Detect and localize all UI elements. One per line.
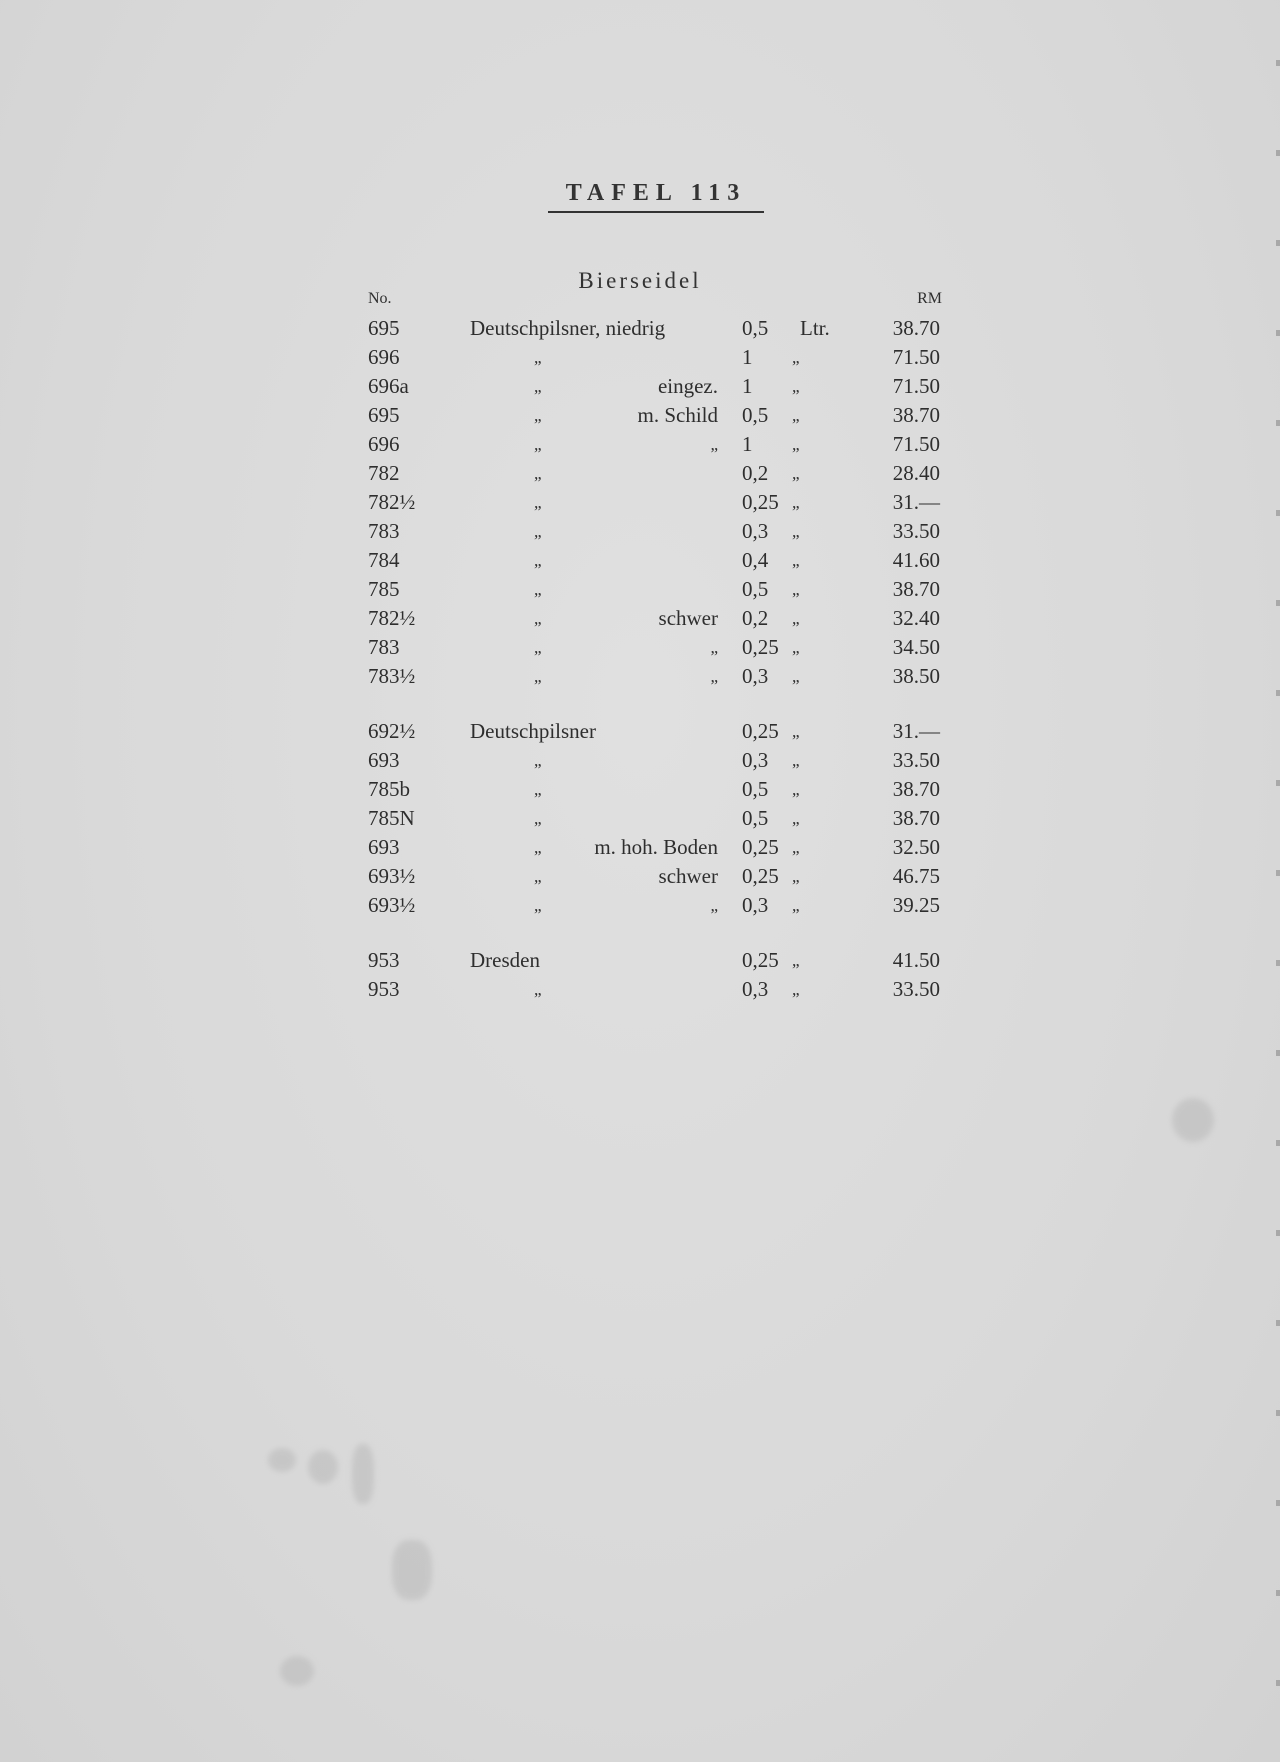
item-number: 692½ <box>368 719 416 743</box>
table-row <box>368 488 948 517</box>
header-no: No. <box>368 290 392 307</box>
ditto-mark: „ <box>534 522 542 541</box>
item-unit: „ <box>792 580 800 599</box>
page-edge <box>1276 0 1280 1762</box>
header-price: RM <box>917 290 942 307</box>
price-table <box>368 290 948 1004</box>
item-volume: 0,3 <box>742 977 769 1001</box>
item-volume: 0,3 <box>742 519 769 543</box>
table-row <box>368 975 948 1004</box>
ditto-mark: „ <box>534 867 542 886</box>
item-price: 39.25 <box>892 893 940 917</box>
item-name: Dresden <box>470 948 540 972</box>
item-unit: „ <box>792 609 800 628</box>
table-row <box>368 401 948 430</box>
item-unit: „ <box>792 980 800 999</box>
item-number: 696 <box>368 432 400 456</box>
item-volume: 0,25 <box>742 490 779 514</box>
item-unit: „ <box>792 493 800 512</box>
table-row <box>368 804 948 833</box>
item-number: 693 <box>368 748 400 772</box>
table-row <box>368 372 948 401</box>
item-price: 38.70 <box>892 403 940 427</box>
item-number: 953 <box>368 977 400 1001</box>
item-number: 785b <box>368 777 410 801</box>
item-price: 31.— <box>892 719 940 743</box>
item-number: 785 <box>368 577 400 601</box>
table-row <box>368 633 948 662</box>
item-price: 38.70 <box>892 577 940 601</box>
item-unit: „ <box>792 867 800 886</box>
item-volume: 0,3 <box>742 664 769 688</box>
item-volume: 0,2 <box>742 461 769 485</box>
item-unit: „ <box>792 951 800 970</box>
item-variant: „ <box>710 435 718 454</box>
item-number: 784 <box>368 548 400 572</box>
item-volume: 0,2 <box>742 606 769 630</box>
item-number: 693 <box>368 835 400 859</box>
item-number: 782 <box>368 461 400 485</box>
table-body <box>368 314 948 1004</box>
group-spacer <box>368 691 948 717</box>
stain <box>392 1540 432 1600</box>
item-price: 33.50 <box>892 977 940 1001</box>
ditto-mark: „ <box>534 377 542 396</box>
item-volume: 0,25 <box>742 719 779 743</box>
item-unit: „ <box>792 551 800 570</box>
item-number: 693½ <box>368 864 416 888</box>
item-unit: „ <box>792 751 800 770</box>
stain <box>308 1450 338 1484</box>
table-row <box>368 604 948 633</box>
item-number: 782½ <box>368 490 416 514</box>
item-volume: 0,3 <box>742 748 769 772</box>
table-row <box>368 775 948 804</box>
item-name: Deutschpilsner, niedrig <box>470 316 666 340</box>
item-volume: 1 <box>742 345 753 369</box>
stain <box>1172 1098 1214 1142</box>
item-variant: eingez. <box>657 374 718 398</box>
item-price: 41.50 <box>892 948 940 972</box>
item-unit: „ <box>792 522 800 541</box>
item-number: 782½ <box>368 606 416 630</box>
stain <box>268 1448 296 1472</box>
group-spacer <box>368 920 948 946</box>
item-volume: 0,5 <box>742 777 769 801</box>
item-number: 693½ <box>368 893 416 917</box>
table-row <box>368 314 948 343</box>
item-price: 31.— <box>892 490 940 514</box>
item-variant: m. hoh. Boden <box>594 835 718 859</box>
item-volume: 0,5 <box>742 806 769 830</box>
item-name: Deutschpilsner <box>470 719 596 743</box>
item-unit: „ <box>792 667 800 686</box>
ditto-mark: „ <box>534 896 542 915</box>
table-row <box>368 717 948 746</box>
item-unit: „ <box>792 377 800 396</box>
ditto-mark: „ <box>534 780 542 799</box>
item-price: 34.50 <box>892 635 940 659</box>
table-row <box>368 517 948 546</box>
item-price: 38.70 <box>892 806 940 830</box>
item-unit: „ <box>792 722 800 741</box>
item-variant: „ <box>710 667 718 686</box>
table-header <box>368 290 948 314</box>
item-number: 696a <box>368 374 409 398</box>
item-unit: „ <box>792 896 800 915</box>
table-row <box>368 862 948 891</box>
item-price: 71.50 <box>892 432 940 456</box>
item-variant: „ <box>710 896 718 915</box>
item-volume: 0,5 <box>742 577 769 601</box>
ditto-mark: „ <box>534 751 542 770</box>
table-row <box>368 430 948 459</box>
ditto-mark: „ <box>534 551 542 570</box>
item-price: 32.40 <box>892 606 940 630</box>
stain <box>280 1656 314 1686</box>
item-volume: 0,25 <box>742 635 779 659</box>
item-unit: „ <box>792 638 800 657</box>
table-row <box>368 575 948 604</box>
item-price: 33.50 <box>892 519 940 543</box>
item-unit: „ <box>792 780 800 799</box>
item-price: 38.70 <box>892 316 940 340</box>
ditto-mark: „ <box>534 980 542 999</box>
table-row <box>368 343 948 372</box>
page-title: TAFEL 113 <box>548 180 764 213</box>
section-title: Bierseidel <box>578 268 702 293</box>
table-row <box>368 459 948 488</box>
ditto-mark: „ <box>534 809 542 828</box>
table-row <box>368 891 948 920</box>
item-volume: 0,25 <box>742 948 779 972</box>
item-unit: „ <box>792 838 800 857</box>
table-row <box>368 746 948 775</box>
item-volume: 0,5 <box>742 403 769 427</box>
item-unit: „ <box>792 406 800 425</box>
ditto-mark: „ <box>534 638 542 657</box>
item-number: 695 <box>368 316 400 340</box>
item-unit: „ <box>792 435 800 454</box>
item-volume: 0,4 <box>742 548 769 572</box>
item-price: 33.50 <box>892 748 940 772</box>
page-title-block <box>548 180 764 213</box>
item-volume: 0,25 <box>742 835 779 859</box>
item-volume: 0,5 <box>742 316 769 340</box>
item-number: 785N <box>368 806 415 830</box>
item-price: 46.75 <box>892 864 940 888</box>
item-price: 71.50 <box>892 374 940 398</box>
item-price: 38.50 <box>892 664 940 688</box>
ditto-mark: „ <box>534 435 542 454</box>
item-number: 783½ <box>368 664 416 688</box>
table-row <box>368 946 948 975</box>
item-price: 71.50 <box>892 345 940 369</box>
item-volume: 1 <box>742 432 753 456</box>
ditto-mark: „ <box>534 348 542 367</box>
item-number: 696 <box>368 345 400 369</box>
item-variant: m. Schild <box>637 403 718 427</box>
item-volume: 0,3 <box>742 893 769 917</box>
table-row <box>368 662 948 691</box>
item-price: 38.70 <box>892 777 940 801</box>
item-number: 783 <box>368 635 400 659</box>
ditto-mark: „ <box>534 580 542 599</box>
item-number: 695 <box>368 403 400 427</box>
item-variant: „ <box>710 638 718 657</box>
ditto-mark: „ <box>534 406 542 425</box>
ditto-mark: „ <box>534 838 542 857</box>
item-price: 32.50 <box>892 835 940 859</box>
ditto-mark: „ <box>534 464 542 483</box>
item-number: 953 <box>368 948 400 972</box>
item-volume: 1 <box>742 374 753 398</box>
item-unit: „ <box>792 809 800 828</box>
table-row <box>368 833 948 862</box>
item-variant: schwer <box>658 864 718 888</box>
item-unit: „ <box>792 348 800 367</box>
item-variant: schwer <box>658 606 718 630</box>
item-number: 783 <box>368 519 400 543</box>
item-price: 28.40 <box>892 461 940 485</box>
item-price: 41.60 <box>892 548 940 572</box>
stain <box>352 1444 374 1504</box>
item-volume: 0,25 <box>742 864 779 888</box>
item-unit: „ <box>792 464 800 483</box>
ditto-mark: „ <box>534 493 542 512</box>
table-row <box>368 546 948 575</box>
item-unit: Ltr. <box>800 316 830 340</box>
ditto-mark: „ <box>534 667 542 686</box>
ditto-mark: „ <box>534 609 542 628</box>
